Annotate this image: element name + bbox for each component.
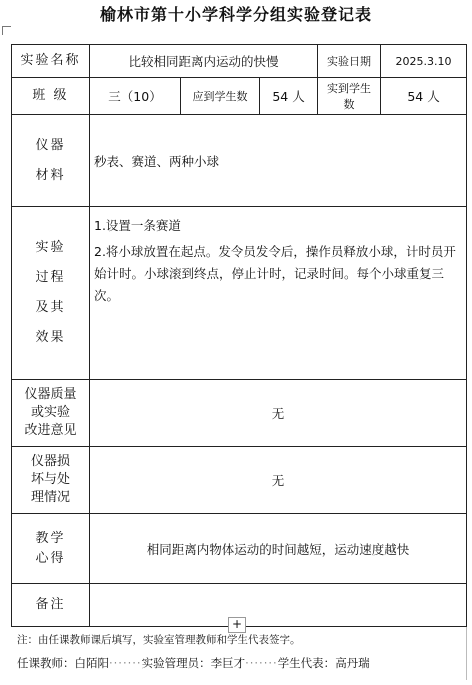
experiment-name-value[interactable]: 比较相同距离内运动的快慢 xyxy=(90,45,318,78)
signature-separator: ······· xyxy=(245,656,278,670)
process-step-2: 2.将小球放置在起点。发令员发令后，操作员释放小球，计时员开始计时。小球滚到终点，停止计时，记录时间。每个小球重复三次。 xyxy=(94,244,456,303)
process-label-line1: 实验 xyxy=(35,240,66,255)
materials-label-line1: 仪器 xyxy=(35,137,66,153)
actual-students-label: 实到学生数 xyxy=(318,78,381,115)
process-label-line2: 过程 xyxy=(35,270,66,285)
reflection-value[interactable]: 相同距离内物体运动的时间越短，运动速度越快 xyxy=(90,514,467,584)
damage-label-line2: 坏与处 xyxy=(30,472,70,487)
experiment-date-value[interactable]: 2025.3.10 xyxy=(381,45,467,78)
quality-label-line2: 或实验 xyxy=(30,405,70,420)
student-label: 学生代表： xyxy=(277,656,336,670)
row-quality xyxy=(12,380,467,447)
process-label-line4: 效果 xyxy=(35,330,66,345)
class-value[interactable]: 三（10） xyxy=(90,78,181,115)
quality-label-line3: 改进意见 xyxy=(24,423,77,438)
process-step-1: 1.设置一条赛道 xyxy=(94,218,181,233)
experiment-name-label: 实验名称 xyxy=(12,45,90,78)
expected-students-value[interactable]: 54 人 xyxy=(260,78,318,115)
signature-separator: ······· xyxy=(109,656,142,670)
add-row-button[interactable]: + xyxy=(228,617,246,633)
experiment-record-table xyxy=(11,44,467,627)
row-process xyxy=(12,207,467,380)
expected-students-label: 应到学生数 xyxy=(181,78,260,115)
row-damage xyxy=(12,447,467,514)
damage-value[interactable]: 无 xyxy=(90,447,467,514)
footnote: 注：由任课教师课后填写，实验室管理教师和学生代表签字。 xyxy=(17,634,301,646)
remarks-value[interactable] xyxy=(90,584,467,627)
actual-students-value[interactable]: 54 人 xyxy=(381,78,467,115)
quality-label-line1: 仪器质量 xyxy=(24,387,77,402)
class-label: 班 级 xyxy=(12,78,90,115)
quality-label xyxy=(12,380,90,447)
reflection-label-line1: 教学 xyxy=(35,530,66,546)
manager-label: 实验管理员： xyxy=(141,656,211,670)
remarks-label: 备注 xyxy=(12,584,90,627)
signature-row xyxy=(17,655,370,671)
damage-label xyxy=(12,447,90,514)
materials-value[interactable]: 秒表、赛道、两种小球 xyxy=(90,115,467,207)
process-value[interactable] xyxy=(90,207,467,380)
quality-value[interactable]: 无 xyxy=(90,380,467,447)
damage-label-line1: 仪器损 xyxy=(30,454,70,469)
row-materials xyxy=(12,115,467,207)
form-title: 榆林市第十小学科学分组实验登记表 xyxy=(99,5,372,24)
teacher-name[interactable]: 白陌阳 xyxy=(74,656,109,670)
reflection-label xyxy=(12,514,90,584)
experiment-date-label: 实验日期 xyxy=(318,45,381,78)
row-reflection xyxy=(12,514,467,584)
process-label-line3: 及其 xyxy=(35,300,66,315)
teacher-label: 任课教师： xyxy=(17,656,75,670)
damage-label-line3: 理情况 xyxy=(30,490,70,505)
student-name[interactable]: 高丹瑞 xyxy=(335,656,370,670)
reflection-label-line2: 心得 xyxy=(35,550,66,566)
manager-name[interactable]: 李巨才 xyxy=(210,656,246,670)
materials-label-line2: 材料 xyxy=(35,167,66,183)
page-corner-mark xyxy=(2,26,11,35)
process-label xyxy=(12,207,90,380)
row-experiment-name xyxy=(12,45,467,78)
row-class-info xyxy=(12,78,467,115)
materials-label xyxy=(12,115,90,207)
